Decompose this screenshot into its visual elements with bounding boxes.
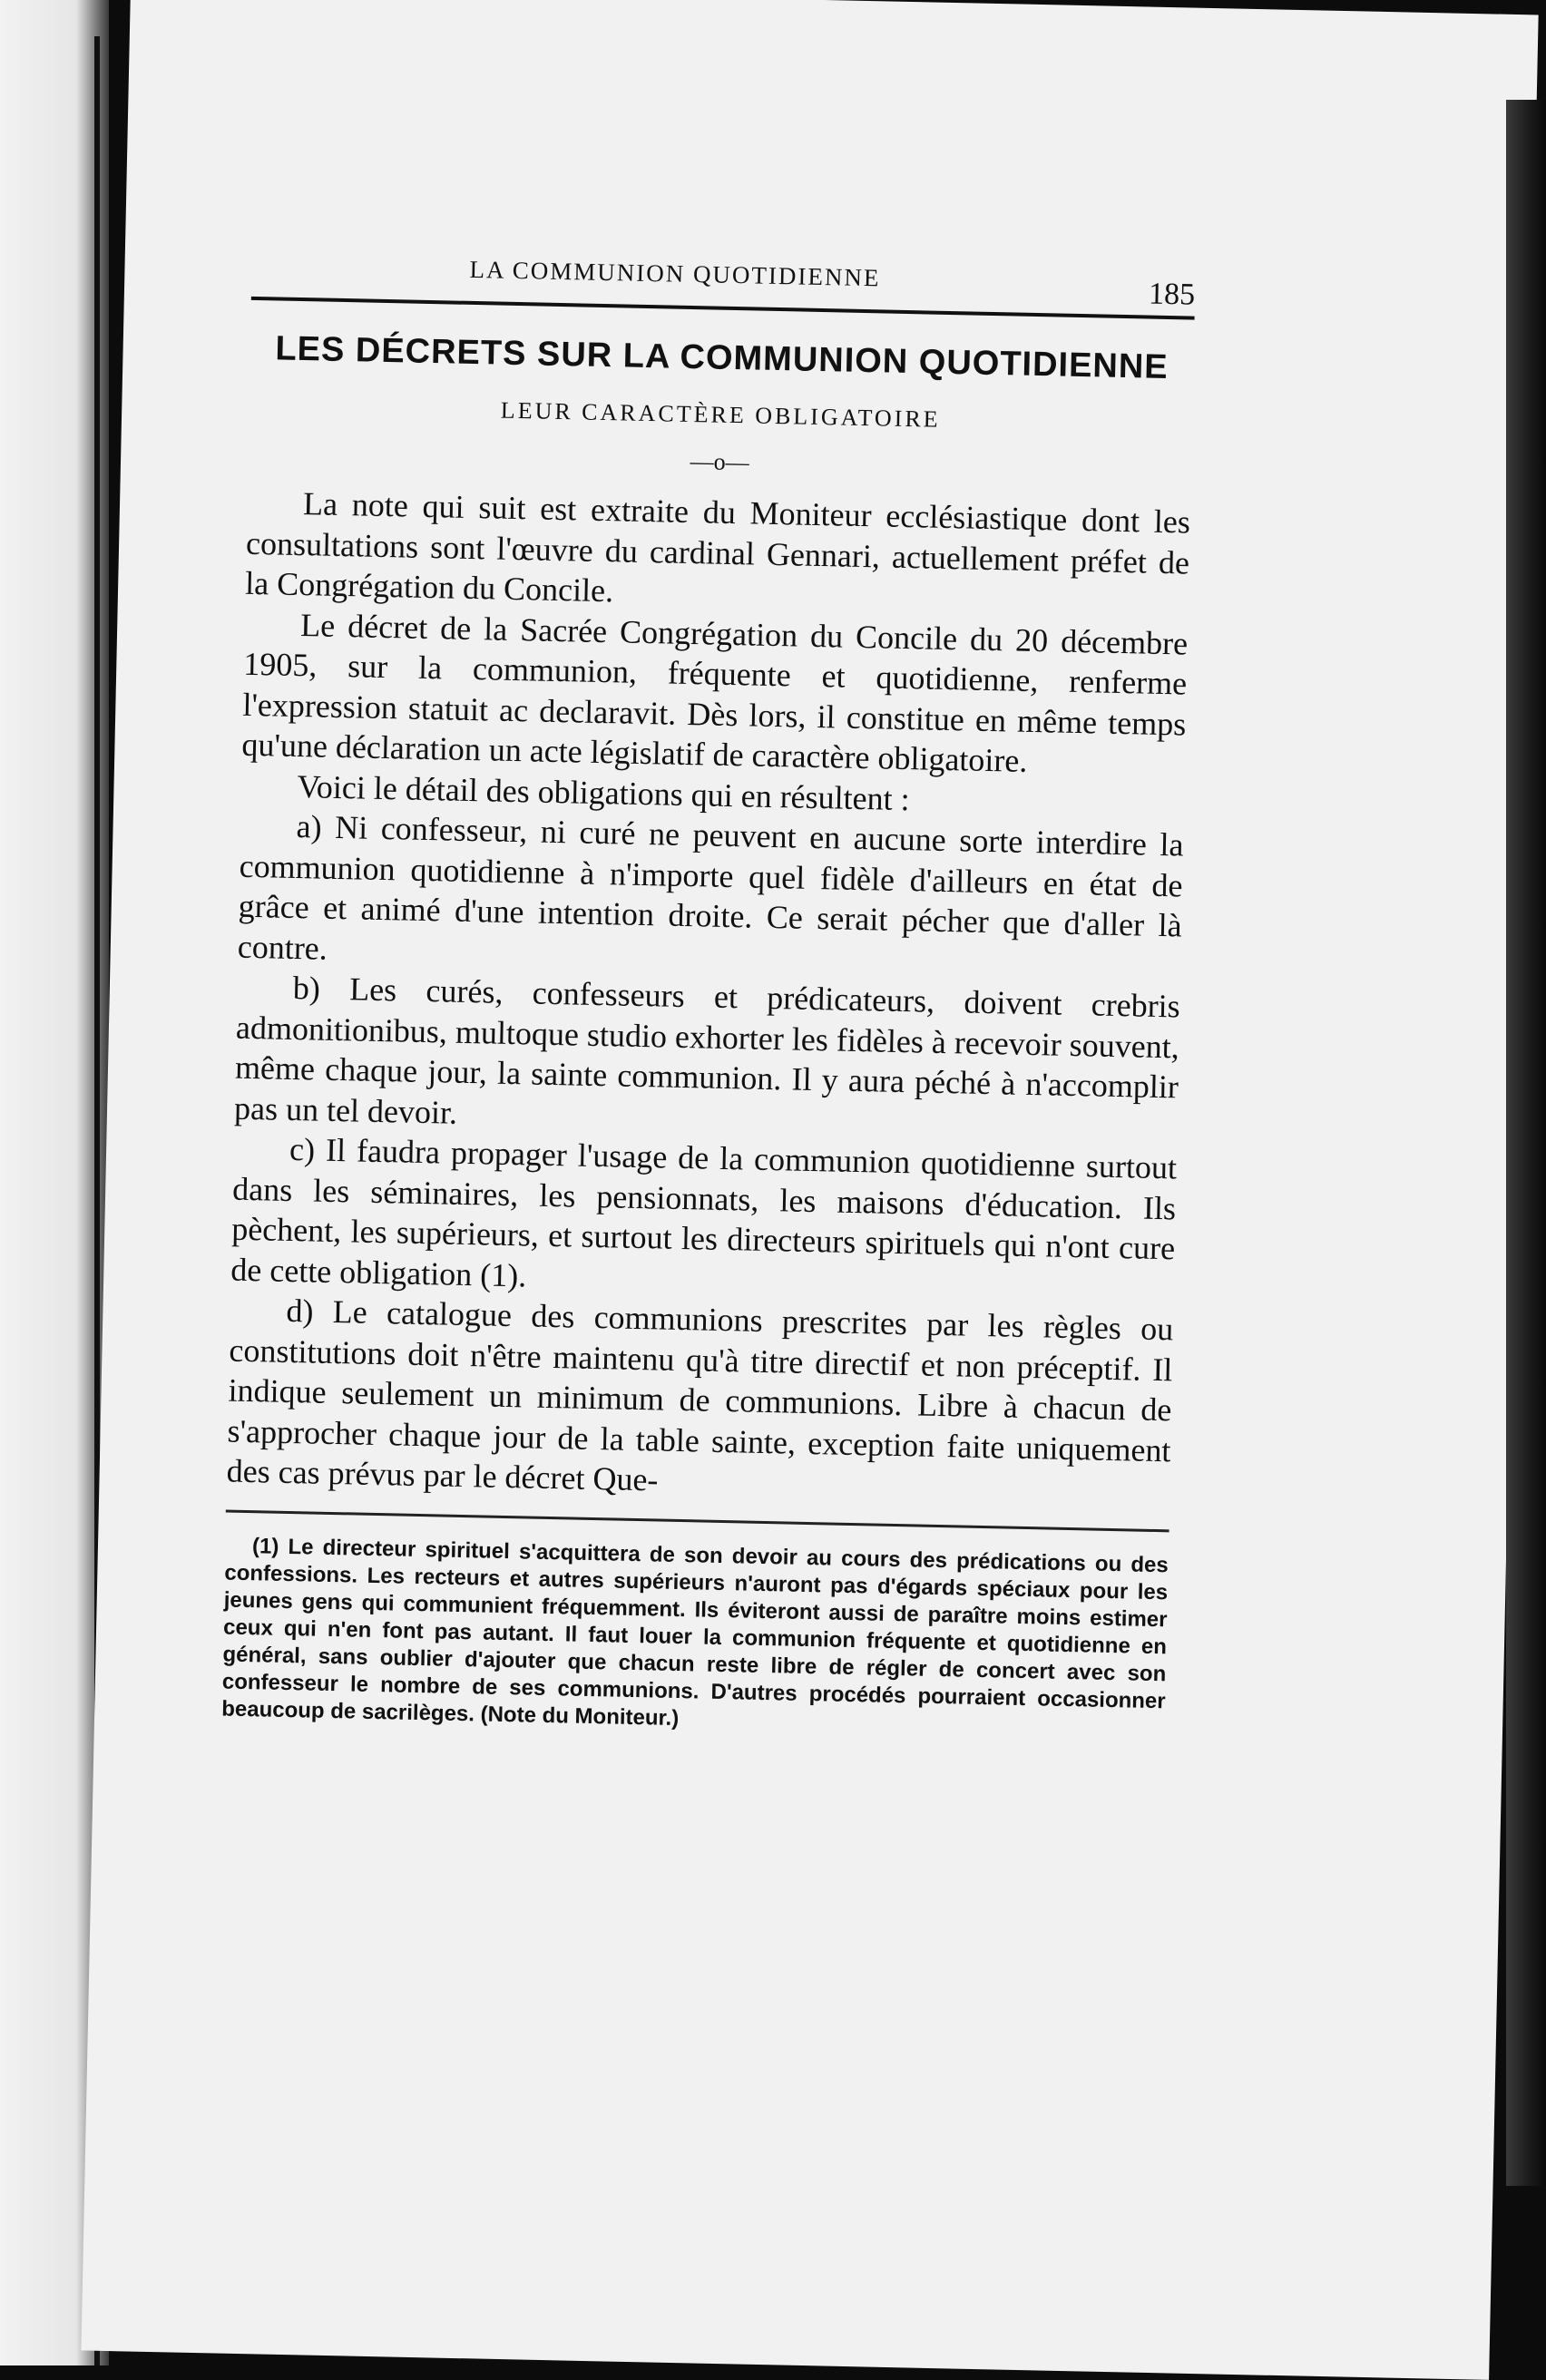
article-subtitle: LEUR CARACTÈRE OBLIGATOIRE [500,396,941,433]
ornament-divider: —o— [690,448,749,476]
paragraph-intro: La note qui suit est extraite du Moniteur ecclésiastique dont les consultations sont l'œuvre du cardinal Gennari, actuellement préfet de la Congrégation du Concile. [244,485,1191,610]
footnote [221,1532,1169,1742]
paragraph-b: b) Les curés, confesseurs et prédicateurs, doivent crebris admonitionibus, multoque studio exhorter les fidèles à recevoir souvent, même chaque jour, la sainte communion. Il y aura péché à n'accomplir pas un tel devoir. [233,969,1181,1131]
running-head-title: LA COMMUNION QUOTIDIENNE [469,255,881,292]
paragraph-c: c) Il faudra propager l'usage de la communion quotidienne surtout dans les séminaires, les pensionnats, les maisons d'éducation. Ils pèchent, les supérieurs, et surtout les directeurs spirituels qui n'ont cure de cette obligation (1). [230,1130,1178,1293]
book-page [81,0,1538,2380]
header-rule [251,297,1195,320]
paragraph-decree: Le décret de la Sacrée Congrégation du Concile du 20 décembre 1905, sur la communion, fréquente et quotidienne, renferme l'expression statuit ac declaravit. Dès lors, il constitue en même temps qu'une déclaration un acte législatif de caractère obligatoire. [241,606,1189,779]
text-block [221,251,1196,1742]
paragraph-obligations: Voici le détail des obligations qui en résultent : [297,767,911,817]
page-number: 185 [1148,277,1196,312]
footnote-text: (1) Le directeur spirituel s'acquittera de son devoir au cours des prédications ou des confessions. Les recteurs et autres supérieurs n'auront pas d'égards spéciaux pour les jeunes gens qui communient fréquemment. Ils éviteront aussi de paraître moins estimer ceux qui n'en font pas autant. Il faut louer la communion fréquente et quotidienne en général, sans oublier d'ajouter que chacun reste libre de régler de concert avec son confesseur le nombre de ses communions. D'autres procédés pourraient occasionner beaucoup de sacrilèges. (Note du Moniteur.) [220,1533,1169,1731]
footnote-rule [226,1509,1169,1532]
article-body [226,483,1190,1511]
article-title: LES DÉCRETS SUR LA COMMUNION QUOTIDIENNE [275,329,1169,387]
paragraph-a: a) Ni confesseur, ni curé ne peuvent en aucune sorte interdire la communion quotidienne à n'importe quel fidèle d'ailleurs en état de grâce et animé d'une intention droite. Ce serait pécher que d'aller là contre. [237,808,1184,967]
paragraph-d: d) Le catalogue des communions prescrites par les règles ou constitutions doit n'être maintenu qu'à titre directif et non préceptif. Il indique seulement un minimum de communions. Libre à chacun de s'approcher chaque jour de la table sainte, exception faite uniquement des cas prévus par le décret Que- [226,1292,1174,1498]
book-edge-right [1506,100,1546,2186]
running-head [251,251,1196,326]
